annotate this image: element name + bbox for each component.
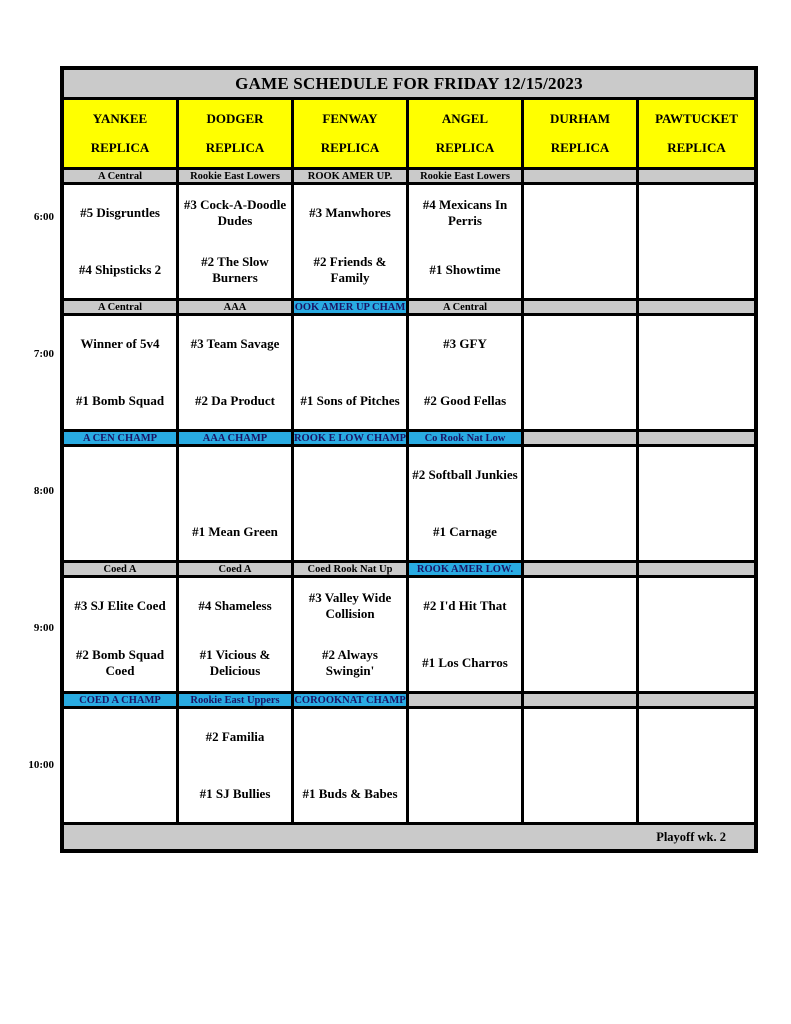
matchup-bottom: #1 Carnage	[433, 523, 497, 539]
division-cell	[524, 170, 639, 185]
time-label-900: 9:00	[33, 622, 54, 634]
matchup-top: #3 SJ Elite Coed	[74, 598, 166, 614]
game-cell	[639, 185, 754, 301]
matchup-top	[524, 447, 636, 504]
game-cell	[64, 316, 179, 432]
matchup-top	[524, 316, 636, 373]
matchup-bottom	[639, 635, 754, 692]
matchup-bottom: #1 Vicious & Delicious	[199, 646, 271, 678]
matchup-bottom: #1 Buds & Babes	[302, 785, 398, 801]
matchup-top	[639, 578, 754, 635]
game-cell	[64, 185, 179, 301]
matchup-top	[409, 709, 521, 766]
matchup-top: #2 I'd Hit That	[423, 598, 507, 614]
matchup-bottom: #1 Los Charros	[422, 654, 508, 670]
matchup-bottom: #1 Sons of Pitches	[300, 392, 400, 408]
field-name: DODGER	[206, 111, 264, 126]
time-label-1000: 10:00	[28, 759, 54, 771]
division-cell: A Central	[409, 301, 524, 316]
division-cell: Rookie East Lowers	[409, 170, 524, 185]
field-header-row	[64, 100, 754, 170]
division-cell: ROOK E LOW CHAMP	[294, 432, 409, 447]
matchup-bottom: #2 Always Swingin'	[322, 646, 378, 678]
matchup-bottom: #1 Showtime	[429, 261, 501, 277]
division-cell: AAA	[179, 301, 294, 316]
game-cell	[409, 709, 524, 825]
matchup-top	[64, 447, 176, 504]
matchup-top: #5 Disgruntles	[80, 205, 160, 221]
matchup-bottom: #2 Da Product	[195, 392, 275, 408]
field-name: YANKEE	[92, 111, 148, 126]
matchup-bottom	[524, 766, 636, 823]
division-cell: OOK AMER UP CHAM	[294, 301, 409, 316]
division-cell: Coed A	[64, 563, 179, 578]
game-cell	[409, 185, 524, 301]
replica-label: REPLICA	[205, 140, 265, 155]
matchup-top	[64, 709, 176, 766]
replica-label: REPLICA	[320, 140, 380, 155]
matchup-top	[294, 316, 406, 373]
division-cell: ROOK AMER LOW.	[409, 563, 524, 578]
division-cell: Coed Rook Nat Up	[294, 563, 409, 578]
game-cell	[179, 709, 294, 825]
matchup-bottom	[524, 242, 636, 299]
matchup-bottom: #2 The Slow Burners	[201, 253, 269, 285]
matchup-bottom	[294, 504, 406, 561]
division-cell	[524, 301, 639, 316]
matchup-top: #2 Softball Junkies	[412, 467, 518, 483]
matchup-top: #3 Manwhores	[309, 205, 391, 221]
division-cell	[524, 432, 639, 447]
matchup-bottom	[524, 635, 636, 692]
matchup-top	[639, 447, 754, 504]
division-cell: A Central	[64, 170, 179, 185]
matchup-bottom	[639, 373, 754, 430]
game-cell	[64, 447, 179, 563]
games-row-800	[64, 447, 754, 563]
game-cell	[639, 316, 754, 432]
division-cell: COROOKNAT CHAMP	[294, 694, 409, 709]
matchup-bottom	[639, 242, 754, 299]
game-cell	[639, 709, 754, 825]
game-cell	[409, 447, 524, 563]
division-row-700	[64, 301, 754, 316]
field-header-angel	[409, 100, 524, 170]
game-cell	[524, 185, 639, 301]
division-cell: Rookie East Lowers	[179, 170, 294, 185]
field-header-yankee	[64, 100, 179, 170]
game-cell	[409, 316, 524, 432]
time-label-600: 6:00	[33, 211, 54, 223]
matchup-top: #2 Familia	[205, 729, 265, 745]
division-cell: Co Rook Nat Low	[409, 432, 524, 447]
replica-label: REPLICA	[667, 140, 726, 155]
schedule-table	[60, 66, 758, 853]
matchup-bottom	[524, 373, 636, 430]
division-cell	[639, 170, 754, 185]
game-cell	[179, 447, 294, 563]
games-row-700	[64, 316, 754, 432]
matchup-bottom: #1 Bomb Squad	[75, 392, 165, 408]
matchup-bottom: #2 Good Fellas	[423, 392, 507, 408]
division-cell: ROOK AMER UP.	[294, 170, 409, 185]
game-cell	[524, 316, 639, 432]
game-cell	[64, 709, 179, 825]
matchup-bottom	[64, 766, 176, 823]
playoff-week-label: Playoff wk. 2	[656, 829, 726, 844]
division-cell	[639, 563, 754, 578]
time-label-800: 8:00	[33, 485, 54, 497]
game-cell	[294, 316, 409, 432]
division-cell: COED A CHAMP	[64, 694, 179, 709]
field-name: ANGEL	[441, 111, 489, 126]
game-cell	[294, 578, 409, 694]
matchup-top	[639, 185, 754, 242]
matchup-bottom	[639, 766, 754, 823]
matchup-bottom	[409, 766, 521, 823]
division-cell	[639, 694, 754, 709]
game-cell	[639, 447, 754, 563]
matchup-top: #4 Shameless	[198, 598, 272, 614]
schedule-title: GAME SCHEDULE FOR FRIDAY 12/15/2023	[64, 70, 754, 100]
matchup-bottom	[64, 504, 176, 561]
field-header-fenway	[294, 100, 409, 170]
matchup-top: #3 Team Savage	[190, 336, 280, 352]
matchup-bottom	[524, 504, 636, 561]
field-header-durham	[524, 100, 639, 170]
matchup-top: Winner of 5v4	[80, 336, 160, 352]
field-header-dodger	[179, 100, 294, 170]
footer-bar	[64, 825, 754, 849]
division-row-600	[64, 170, 754, 185]
matchup-top	[639, 709, 754, 766]
field-name: DURHAM	[550, 111, 610, 126]
games-row-900	[64, 578, 754, 694]
division-cell: AAA CHAMP	[179, 432, 294, 447]
division-cell	[524, 563, 639, 578]
matchup-top: #3 Valley Wide Collision	[308, 590, 392, 622]
division-cell: Rookie East Uppers	[179, 694, 294, 709]
division-cell	[639, 432, 754, 447]
matchup-top	[524, 578, 636, 635]
game-cell	[294, 709, 409, 825]
matchup-bottom	[639, 504, 754, 561]
matchup-top	[294, 709, 406, 766]
game-cell	[179, 578, 294, 694]
field-name: PAWTUCKET	[655, 111, 738, 126]
game-cell	[639, 578, 754, 694]
matchup-bottom: #1 Mean Green	[192, 523, 278, 539]
game-cell	[524, 447, 639, 563]
matchup-bottom: #4 Shipsticks 2	[78, 261, 162, 277]
division-row-900	[64, 563, 754, 578]
matchup-top	[294, 447, 406, 504]
game-cell	[409, 578, 524, 694]
time-label-700: 7:00	[33, 348, 54, 360]
field-name: FENWAY	[322, 111, 378, 126]
replica-label: REPLICA	[435, 140, 495, 155]
field-header-pawtucket	[639, 100, 754, 170]
game-cell	[524, 578, 639, 694]
division-cell: Coed A	[179, 563, 294, 578]
division-cell: A Central	[64, 301, 179, 316]
game-cell	[179, 185, 294, 301]
game-cell	[64, 578, 179, 694]
game-cell	[294, 447, 409, 563]
matchup-top: #3 Cock-A-Doodle Dudes	[183, 197, 287, 229]
division-row-1000	[64, 694, 754, 709]
games-row-600	[64, 185, 754, 301]
matchup-top	[639, 316, 754, 373]
matchup-top	[524, 185, 636, 242]
division-cell: A CEN CHAMP	[64, 432, 179, 447]
replica-label: REPLICA	[550, 140, 610, 155]
games-row-1000	[64, 709, 754, 825]
replica-label: REPLICA	[90, 140, 150, 155]
game-cell	[179, 316, 294, 432]
division-row-800	[64, 432, 754, 447]
matchup-bottom: #2 Bomb Squad Coed	[75, 646, 165, 678]
division-cell	[524, 694, 639, 709]
matchup-top: #4 Mexicans In Perris	[422, 197, 508, 229]
division-cell	[639, 301, 754, 316]
matchup-bottom: #1 SJ Bullies	[199, 785, 271, 801]
matchup-top	[179, 447, 291, 504]
matchup-bottom: #2 Friends & Family	[313, 253, 387, 285]
game-cell	[524, 709, 639, 825]
matchup-top	[524, 709, 636, 766]
game-cell	[294, 185, 409, 301]
division-cell	[409, 694, 524, 709]
matchup-top: #3 GFY	[443, 336, 487, 352]
